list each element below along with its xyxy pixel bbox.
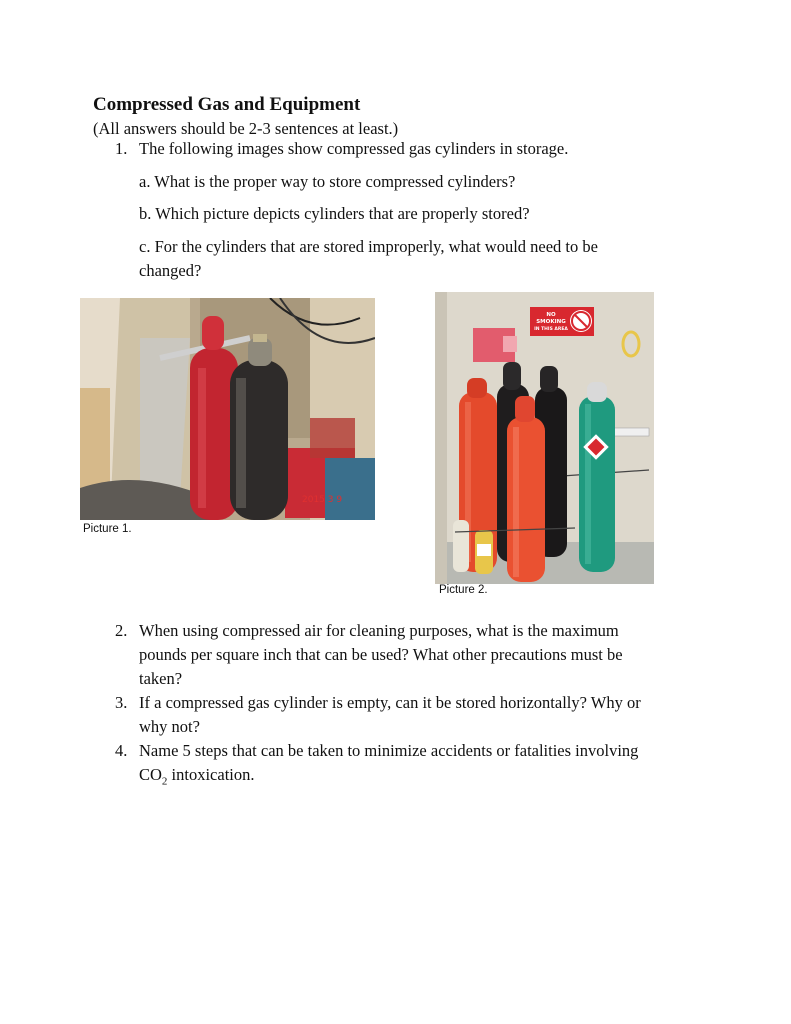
picture-2-caption: Picture 2. xyxy=(439,584,488,596)
question-1c-line1: c. For the cylinders that are stored improperly, what would need to be xyxy=(139,237,598,256)
question-1-number: 1. xyxy=(115,139,128,158)
question-3-number: 3. xyxy=(115,693,128,712)
question-3-line1: If a compressed gas cylinder is empty, can it be stored horizontally? Why or xyxy=(139,693,641,712)
question-1b: b. Which picture depicts cylinders that are properly stored? xyxy=(139,204,530,223)
question-4-line2 xyxy=(139,763,255,793)
picture-2-image xyxy=(435,292,654,584)
question-2-line3: taken? xyxy=(139,669,183,688)
question-4-line2-suffix: intoxication. xyxy=(167,765,255,784)
picture-1-image xyxy=(80,298,375,520)
question-2-line1: When using compressed air for cleaning purposes, what is the maximum xyxy=(139,621,619,640)
question-2-line2: pounds per square inch that can be used? What other precautions must be xyxy=(139,645,623,664)
question-1a: a. What is the proper way to store compressed cylinders? xyxy=(139,172,516,191)
question-1c-line2: changed? xyxy=(139,261,202,280)
no-smoking-sign-line2: SMOKING xyxy=(536,319,566,325)
no-smoking-sign-line1: NO xyxy=(546,312,556,318)
question-1-text: The following images show compressed gas cylinders in storage. xyxy=(139,139,569,158)
question-2-number: 2. xyxy=(115,621,128,640)
question-4-line1: Name 5 steps that can be taken to minimize accidents or fatalities involving xyxy=(139,741,639,760)
co2-formula: CO xyxy=(139,765,162,784)
picture-1-caption: Picture 1. xyxy=(83,523,132,535)
page-title: Compressed Gas and Equipment xyxy=(93,94,361,115)
co2-subscript: 2 xyxy=(161,775,168,788)
question-3-line2: why not? xyxy=(139,717,200,736)
instructions: (All answers should be 2-3 sentences at least.) xyxy=(93,119,399,138)
picture-1-date-stamp: 2015 3 9 xyxy=(302,495,343,505)
no-smoking-sign-line3: IN THIS AREA xyxy=(534,327,568,332)
question-4-number: 4. xyxy=(115,741,128,760)
